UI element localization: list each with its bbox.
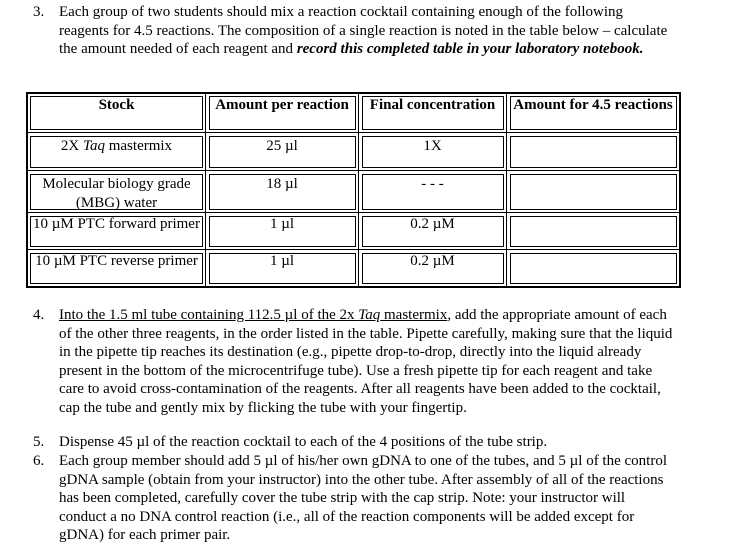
table-row	[27, 171, 680, 213]
stock-cell: Molecular biology grade (MBG) water	[27, 171, 206, 213]
header-final-concentration: Final concentration	[359, 93, 507, 133]
stock-cell: 2X Taq mastermix	[27, 133, 206, 171]
table-row	[27, 213, 680, 250]
table-header-row	[27, 93, 680, 133]
step-5-text: Dispense 45 µl of the reaction cocktail to each of the 4 positions of the tube strip.	[59, 434, 548, 450]
amount-cell: 25 µl	[206, 133, 359, 171]
final-cell: 0.2 µM	[359, 250, 507, 288]
step-3-text	[59, 3, 673, 59]
step-3-body: Each group of two students should mix a reaction cocktail containing enough of the following reagents for 4.5 reactions. The composition of a single reaction is noted in the table below – calculate the amount needed of each reagent and	[59, 4, 668, 57]
final-cell: 0.2 µM	[359, 213, 507, 250]
step-3-emphasis: record this completed table in your laboratory notebook.	[296, 41, 644, 57]
final-cell: - - -	[359, 171, 507, 213]
table-row	[27, 250, 680, 288]
final-cell: 1X	[359, 133, 507, 171]
stock-cell: 10 µM PTC reverse primer	[27, 250, 206, 288]
step-4	[33, 306, 673, 417]
table-row	[27, 133, 680, 171]
total-cell	[507, 133, 681, 171]
step-3	[33, 3, 673, 59]
stock-cell: 10 µM PTC forward primer	[27, 213, 206, 250]
step-5-number: 5.	[33, 434, 45, 450]
step-5	[33, 433, 673, 452]
step-4-underlined: Into the 1.5 ml tube containing 112.5 µl of the 2x Taq mastermix	[59, 307, 448, 323]
amount-cell: 18 µl	[206, 171, 359, 213]
step-6-number: 6.	[33, 453, 45, 469]
step-4-number: 4.	[33, 307, 45, 323]
header-stock: Stock	[27, 93, 206, 133]
header-amount-per-reaction: Amount per reaction	[206, 93, 359, 133]
total-cell	[507, 171, 681, 213]
reagent-table	[26, 92, 681, 288]
step-3-number: 3.	[33, 4, 45, 20]
total-cell	[507, 250, 681, 288]
header-amount-total: Amount for 4.5 reactions	[507, 93, 681, 133]
step-6-text: Each group member should add 5 µl of his/her own gDNA to one of the tubes, and 5 µl of the control gDNA sample (obtain from your instructor) into the other tube. After assembly of all of the reactions has been completed, carefully cover the tube strip with the cap strip. Note: your instructor will conduct a no DNA control reaction (i.e., all of the reaction components will be added except for gDNA) for each primer pair.	[59, 453, 667, 543]
step-4-text	[59, 306, 673, 417]
total-cell	[507, 213, 681, 250]
step-6	[33, 452, 673, 545]
step-4-body: , add the appropriate amount of each of the other three reagents, in the order listed in the table. Pipette carefully, making sure that the liquid in the pipette tip reaches its destination (e.g., pipette drop-to-drop, directly into the liquid already present in the bottom of the microcentrifuge tube). Use a fresh pipette tip for each reagent and take care to avoid cross-contamination of the reagents. After all reagents have been added to the cocktail, cap the tube and gently mix by flicking the tube with your fingertip.	[59, 307, 673, 416]
amount-cell: 1 µl	[206, 213, 359, 250]
amount-cell: 1 µl	[206, 250, 359, 288]
